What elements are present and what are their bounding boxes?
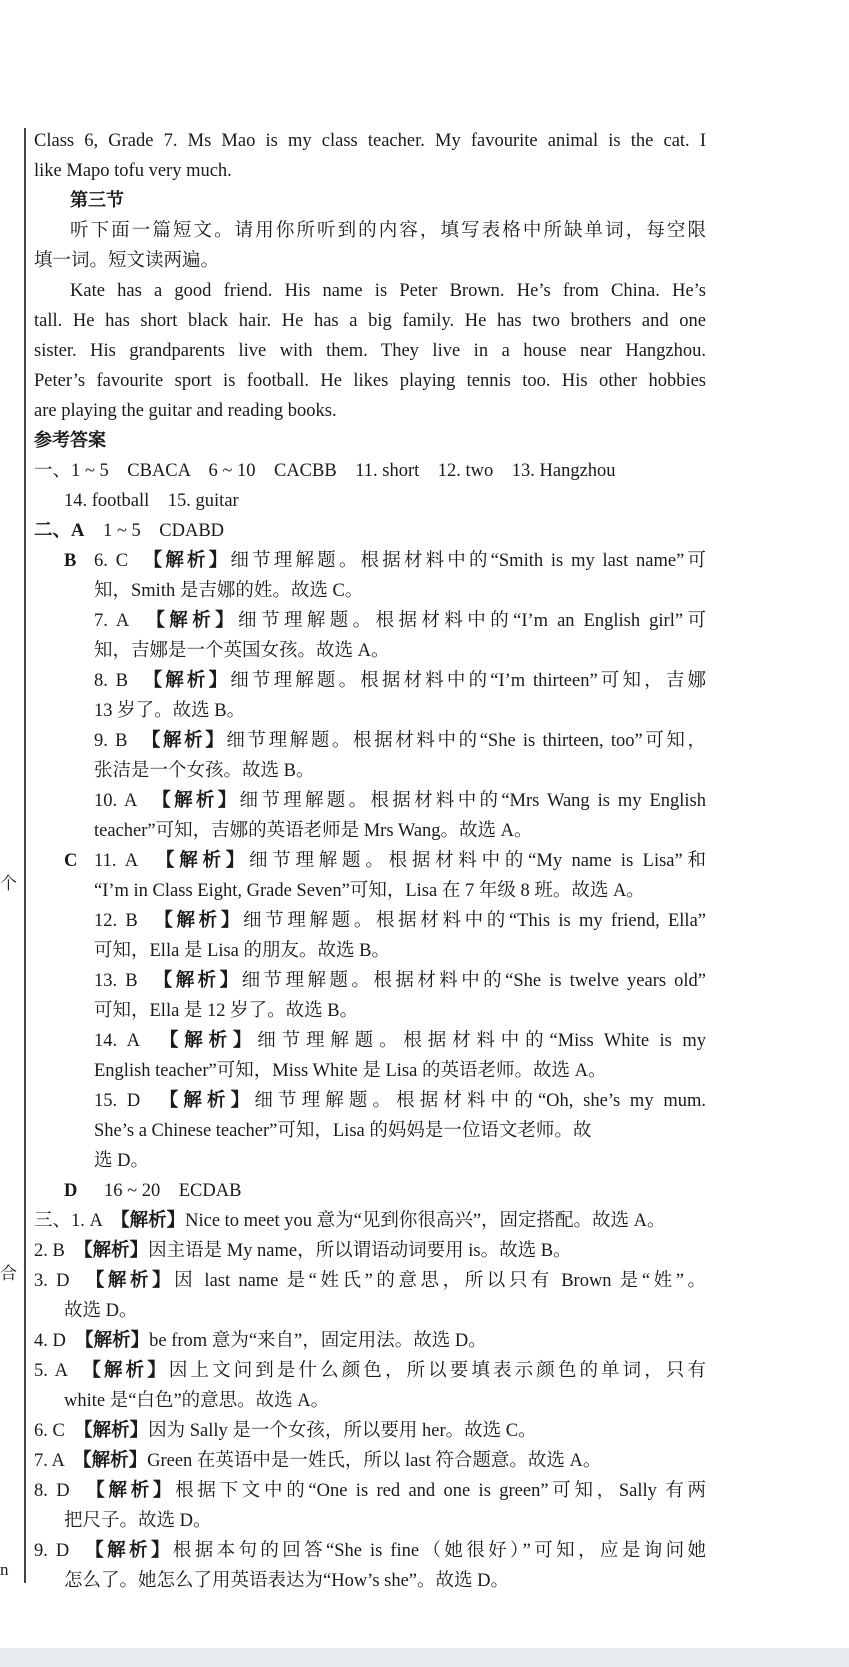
- explanation-line: [94, 936, 390, 966]
- explanation-line: [64, 1386, 329, 1416]
- passage-line: Class 6, Grade 7. Ms Mao is my class teacher. My favourite animal is the cat. I: [34, 131, 706, 151]
- explanation-text: 因主语是 My name，所以谓语动词要用 is。故选 B。: [148, 1241, 572, 1261]
- explanation-line: [94, 846, 706, 876]
- margin-fragment: 合: [0, 1264, 17, 1283]
- part2-d-row: [64, 1176, 241, 1206]
- passage-line: are playing the guitar and reading books.: [34, 401, 337, 421]
- explanation-text: teacher”可知，吉娜的英语老师是 Mrs Wang。故选 A。: [94, 821, 533, 841]
- explanation-line: [34, 1476, 706, 1506]
- explanation-line: [94, 906, 706, 936]
- instruction-line: 填一词。短文读两遍。: [34, 251, 220, 271]
- explanation-text: 张洁是一个女孩。故选 B。: [94, 761, 315, 781]
- explanation-line: [94, 696, 245, 726]
- explanation-text: 细节理解题。根据材料中的“This is my friend, Ella”: [243, 911, 706, 931]
- explanation-text: 细节理解题。根据材料中的“Smith is my last name”可: [230, 551, 706, 571]
- passage-line: Kate has a good friend. His name is Peter Brown. He’s from China. He’s: [70, 281, 706, 301]
- explanation-line: [94, 876, 645, 906]
- explanation-line: [94, 1146, 149, 1176]
- explanation-line: [34, 1356, 706, 1386]
- answer-number: 5. A: [34, 1361, 92, 1381]
- explanation-text: 细节理解题。根据材料中的“I’m an English girl”可: [238, 611, 706, 631]
- answer-number: 4. D: [34, 1331, 85, 1351]
- part2-d-answers: 16 ~ 20 ECDAB: [104, 1181, 242, 1201]
- analysis-tag: 【解析】: [83, 1240, 149, 1261]
- answer-number: 11. A: [94, 851, 166, 871]
- analysis-tag: 【解析】: [82, 1450, 148, 1471]
- answer-number: 14. A: [94, 1031, 170, 1051]
- explanation-line: [94, 606, 706, 636]
- explanation-line: [94, 666, 706, 696]
- explanation-line: [64, 1506, 212, 1536]
- answer-number: 6. C: [94, 551, 153, 571]
- answer-number: 15. D: [94, 1091, 170, 1111]
- explanation-text: 因 last name 是“姓氏”的意思，所以只有 Brown 是“姓”。: [174, 1271, 706, 1291]
- part2-d-label: D: [64, 1181, 78, 1201]
- analysis-tag: 【解析】: [161, 790, 240, 811]
- explanation-text: 细节理解题。根据材料中的“My name is Lisa”和: [249, 851, 706, 871]
- left-margin-rule: [24, 128, 26, 1583]
- answer-number: 10. A: [94, 791, 162, 811]
- part1-line: 一、1 ~ 5 CBACA 6 ~ 10 CACBB 11. short 12. two 13. Hangzhou: [34, 461, 616, 481]
- explanation-line: [94, 1056, 606, 1086]
- answer-number: 2. B: [34, 1241, 84, 1261]
- answer-number: 8. D: [34, 1481, 96, 1501]
- answer-number: 7. A: [34, 1451, 83, 1471]
- answer-number: 13. B: [94, 971, 163, 991]
- answer-number: 7. A: [94, 611, 156, 631]
- explanation-text: “I’m in Class Eight, Grade Seven”可知，Lisa 在 7 年级 8 班。故选 A。: [94, 881, 645, 901]
- passage-line: like Mapo tofu very much.: [34, 161, 232, 181]
- analysis-tag: 【解析】: [165, 850, 249, 871]
- explanation-line: [34, 1236, 572, 1266]
- explanation-text: Nice to meet you 意为“见到你很高兴”，固定搭配。故选 A。: [185, 1211, 666, 1231]
- explanation-line: [94, 576, 363, 606]
- part2-b-label: B: [64, 551, 77, 571]
- explanation-text: English teacher”可知，Miss White 是 Lisa 的英语老师。故选 A。: [94, 1061, 607, 1081]
- explanation-line: [94, 546, 706, 576]
- part2-a-label: 二、A: [34, 521, 85, 541]
- explanation-text: 故选 D。: [64, 1301, 138, 1321]
- explanation-line: [94, 1026, 706, 1056]
- explanation-text: She’s a Chinese teacher”可知，Lisa 的妈妈是一位语文老师。故: [94, 1121, 592, 1141]
- margin-fragment: n: [0, 1560, 9, 1579]
- part1-line: 14. football 15. guitar: [64, 491, 239, 511]
- part2-a-answers: 1 ~ 5 CDABD: [103, 521, 225, 541]
- analysis-tag: 【解析】: [151, 730, 227, 751]
- passage-line: tall. He has short black hair. He has a big family. He has two brothers and one: [34, 311, 706, 331]
- analysis-tag: 【解析】: [155, 610, 239, 631]
- passage-line: sister. His grandparents live with them. They live in a house near Hangzhou.: [34, 341, 706, 361]
- section-heading: 第三节: [70, 190, 124, 211]
- explanation-line: [34, 1416, 537, 1446]
- analysis-tag: 【解析】: [83, 1420, 149, 1441]
- analysis-tag: 【解析】: [95, 1480, 176, 1501]
- analysis-tag: 【解析】: [152, 670, 231, 691]
- explanation-text: 13 岁了。故选 B。: [94, 701, 246, 721]
- answer-number: 6. C: [34, 1421, 84, 1441]
- explanation-text: 细节理解题。根据材料中的“She is thirteen, too”可知，: [226, 731, 706, 751]
- margin-fragment: 个: [0, 874, 17, 893]
- explanation-line: [64, 1566, 509, 1596]
- explanation-text: 细节理解题。根据材料中的“I’m thirteen”可知，吉娜: [230, 671, 706, 691]
- explanation-line: [34, 1206, 666, 1236]
- analysis-tag: 【解析】: [94, 1540, 173, 1561]
- analysis-tag: 【解析】: [84, 1330, 150, 1351]
- explanation-text: 把尺子。故选 D。: [64, 1511, 212, 1531]
- explanation-text: 知，Smith 是吉娜的姓。故选 C。: [94, 581, 364, 601]
- explanation-text: Green 在英语中是一姓氏，所以 last 符合题意。故选 A。: [147, 1451, 602, 1471]
- explanation-line: [34, 1446, 601, 1476]
- explanation-line: [94, 996, 358, 1026]
- explanation-line: [34, 1536, 706, 1566]
- explanation-text: 根据本句的回答“She is fine（她很好）”可知，应是询问她: [172, 1541, 706, 1561]
- analysis-tag: 【解析】: [91, 1360, 169, 1381]
- explanation-text: 根据下文中的“One is red and one is green”可知，Sally 有两: [175, 1481, 706, 1501]
- explanation-line: [94, 1086, 706, 1116]
- analysis-tag: 【解析】: [152, 550, 231, 571]
- answer-number: 9. B: [94, 731, 152, 751]
- explanation-text: white 是“白色”的意思。故选 A。: [64, 1391, 330, 1411]
- explanation-text: 细节理解题。根据材料中的“Mrs Wang is my English: [239, 791, 706, 811]
- explanation-line: [64, 1296, 138, 1326]
- explanation-text: 细节理解题。根据材料中的“Miss White is my: [257, 1031, 706, 1051]
- explanation-line: [94, 816, 533, 846]
- explanation-text: 怎么了。她怎么了用英语表达为“How’s she”。故选 D。: [64, 1571, 510, 1591]
- explanation-line: [34, 1326, 487, 1356]
- explanation-line: [94, 756, 314, 786]
- analysis-tag: 【解析】: [169, 1030, 258, 1051]
- explanation-text: 细节理解题。根据材料中的“She is twelve years old”: [241, 971, 706, 991]
- explanation-text: 选 D。: [94, 1151, 149, 1171]
- explanation-text: 知，吉娜是一个英国女孩。故选 A。: [94, 641, 390, 661]
- answer-number: 12. B: [94, 911, 164, 931]
- answer-number: 3. D: [34, 1271, 96, 1291]
- explanation-line: [94, 966, 706, 996]
- answers-heading: 参考答案: [34, 430, 106, 451]
- explanation-line: [94, 786, 706, 816]
- answer-number: 8. B: [94, 671, 153, 691]
- analysis-tag: 【解析】: [95, 1270, 175, 1291]
- analysis-tag: 【解析】: [120, 1210, 186, 1231]
- analysis-tag: 【解析】: [163, 910, 243, 931]
- explanation-line: [94, 636, 390, 666]
- explanation-text: 可知，Ella 是 Lisa 的朋友。故选 B。: [94, 941, 390, 961]
- part2-a-row: [34, 516, 224, 546]
- explanation-text: be from 意为“来自”，固定用法。故选 D。: [149, 1331, 487, 1351]
- explanation-line: [94, 726, 706, 756]
- explanation-text: 因上文问到是什么颜色，所以要填表示颜色的单词，只有: [168, 1361, 706, 1381]
- explanation-line: [94, 1116, 591, 1146]
- instruction-line: 听下面一篇短文。请用你所听到的内容，填写表格中所缺单词，每空限: [70, 221, 706, 241]
- explanation-line: [34, 1266, 706, 1296]
- explanation-text: 细节理解题。根据材料中的“Oh, she’s my mum.: [254, 1091, 706, 1111]
- part2-c-label: C: [64, 851, 78, 871]
- page-bottom-band: [0, 1648, 849, 1667]
- answer-number: 9. D: [34, 1541, 95, 1561]
- analysis-tag: 【解析】: [169, 1090, 255, 1111]
- analysis-tag: 【解析】: [162, 970, 242, 991]
- explanation-text: 因为 Sally 是一个女孩，所以要用 her。故选 C。: [148, 1421, 537, 1441]
- answer-number: 三、1. A: [34, 1211, 121, 1231]
- explanation-text: 可知，Ella 是 12 岁了。故选 B。: [94, 1001, 359, 1021]
- passage-line: Peter’s favourite sport is football. He likes playing tennis too. His other hobbies: [34, 371, 706, 391]
